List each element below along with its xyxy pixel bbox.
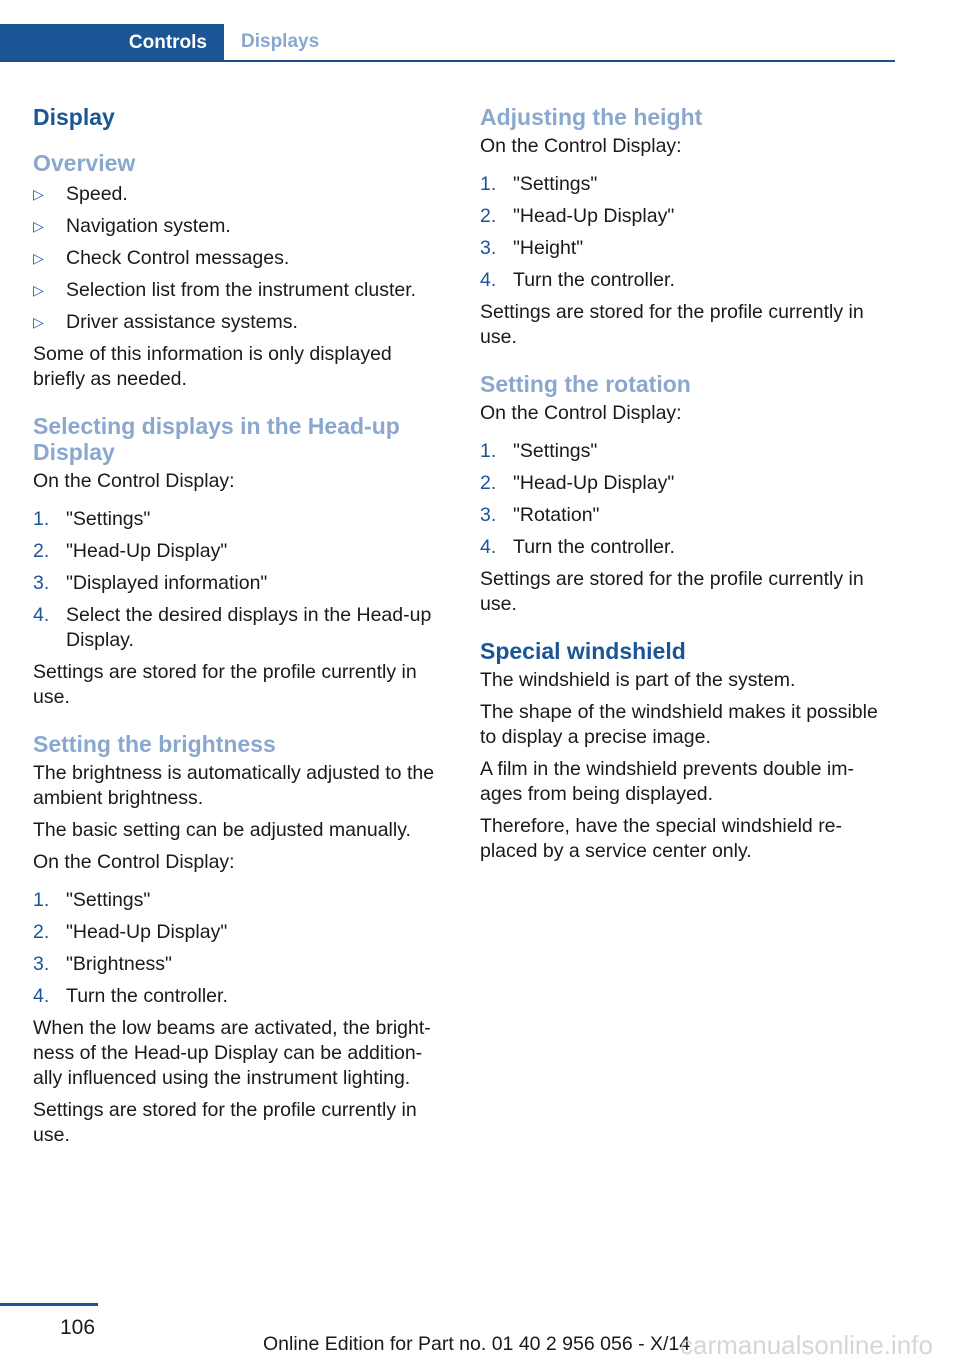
rotation-heading: Setting the rotation	[480, 371, 691, 397]
triangle-bullet-icon: ▷	[33, 250, 44, 266]
list-item: 2. "Head-Up Display"	[33, 540, 228, 562]
height-intro: On the Control Display:	[480, 135, 682, 157]
list-item: 3. "Rotation"	[480, 504, 600, 526]
height-steps	[480, 172, 892, 293]
brightness-steps	[33, 888, 448, 1009]
list-item: 2. "Head-Up Display"	[480, 205, 675, 227]
list-item: ▷ Check Control messages.	[33, 247, 290, 269]
list-item: 1. "Settings"	[33, 508, 151, 530]
triangle-bullet-icon: ▷	[33, 314, 44, 330]
selecting-intro: On the Control Display:	[33, 470, 235, 492]
list-item: 4. Select the desired displays in the Head-up Display.	[33, 604, 432, 651]
rotation-intro: On the Control Display:	[480, 402, 682, 424]
brightness-intro: On the Control Display:	[33, 851, 235, 873]
windshield-paragraph: A film in the windshield prevents double im-ages from being displayed.	[480, 758, 854, 805]
footer-rule	[0, 1303, 98, 1306]
selecting-note: Settings are stored for the profile currently in use.	[33, 661, 417, 708]
list-item: ▷ Selection list from the instrument cluster.	[33, 279, 417, 301]
list-item: 3. "Brightness"	[33, 953, 172, 975]
list-item: 1. "Settings"	[480, 440, 598, 462]
list-item: 4. Turn the controller.	[480, 269, 675, 291]
list-item: 4. Turn the controller.	[480, 536, 675, 558]
page-number: 106	[60, 1316, 96, 1339]
height-heading: Adjusting the height	[480, 104, 703, 130]
list-item: 3. "Height"	[480, 237, 584, 259]
brightness-paragraph: The brightness is automatically adjusted to the ambient brightness.	[33, 762, 435, 809]
brightness-paragraph: The basic setting can be adjusted manually.	[33, 819, 411, 841]
windshield-paragraph: The windshield is part of the system.	[480, 669, 796, 691]
edition-text: Online Edition for Part no. 01 40 2 956 056 - X/14	[263, 1333, 691, 1355]
list-item: 2. "Head-Up Display"	[33, 921, 228, 943]
overview-list	[33, 182, 448, 335]
windshield-paragraph: Therefore, have the special windshield re-placed by a service center only.	[480, 815, 843, 862]
overview-heading: Overview	[33, 150, 136, 176]
rotation-note: Settings are stored for the profile currently in use.	[480, 568, 864, 615]
triangle-bullet-icon: ▷	[33, 186, 44, 202]
brightness-heading: Setting the brightness	[33, 731, 276, 757]
left-column	[33, 100, 448, 1155]
right-column	[480, 100, 892, 871]
windshield-heading: Special windshield	[480, 638, 686, 664]
header-rule	[0, 60, 895, 62]
list-item: ▷ Speed.	[33, 183, 128, 205]
list-item: 3. "Displayed information"	[33, 572, 268, 594]
list-item: 1. "Settings"	[33, 889, 151, 911]
list-item: ▷ Driver assistance systems.	[33, 311, 298, 333]
selecting-steps	[33, 507, 448, 653]
list-item: 1. "Settings"	[480, 173, 598, 195]
brightness-note: Settings are stored for the profile currently in use.	[33, 1099, 417, 1146]
triangle-bullet-icon: ▷	[33, 282, 44, 298]
list-item: 2. "Head-Up Display"	[480, 472, 675, 494]
list-item: ▷ Navigation system.	[33, 215, 231, 237]
brightness-note: When the low beams are activated, the bright-ness of the Head-up Display can be addition-ally influenced using the instrument lighting.	[33, 1017, 431, 1089]
display-heading: Display	[33, 104, 115, 130]
overview-note: Some of this information is only displayed briefly as needed.	[33, 343, 392, 390]
tab-controls[interactable]: Controls	[0, 24, 224, 62]
page-header	[0, 24, 895, 62]
triangle-bullet-icon: ▷	[33, 218, 44, 234]
selecting-heading: Selecting displays in the Head-up Display	[33, 413, 400, 465]
tab-displays[interactable]: Displays	[241, 31, 320, 52]
list-item: 4. Turn the controller.	[33, 985, 228, 1007]
height-note: Settings are stored for the profile currently in use.	[480, 301, 864, 348]
windshield-paragraph: The shape of the windshield makes it possible to display a precise image.	[480, 701, 878, 748]
watermark: carmanualsonline.info	[680, 1330, 933, 1360]
rotation-steps	[480, 439, 892, 560]
